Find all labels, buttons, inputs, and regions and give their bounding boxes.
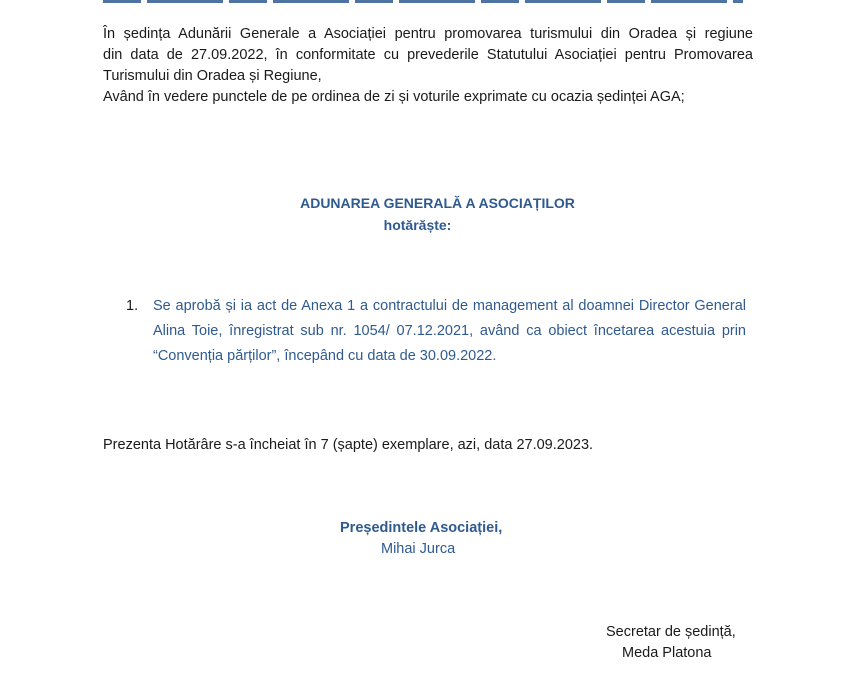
secretary-signature-block bbox=[606, 622, 736, 664]
secretary-name: Meda Platona bbox=[622, 645, 712, 661]
intro-line-3: Turismului din Oradea și Regiune, bbox=[103, 68, 322, 84]
heading-title: ADUNAREA GENERALĂ A ASOCIAȚILOR bbox=[300, 195, 575, 211]
intro-line-2: din data de 27.09.2022, în conformitate cu prevederile Statutului Asociației pentru Promovarea bbox=[103, 47, 753, 63]
president-signature-block bbox=[340, 518, 502, 560]
decision-item bbox=[126, 294, 746, 369]
intro-paragraph bbox=[103, 24, 753, 108]
heading-subtitle: hotărăște: bbox=[383, 217, 452, 233]
cropped-header-line bbox=[103, 0, 743, 3]
president-role: Președintele Asociației, bbox=[340, 520, 503, 536]
decision-heading bbox=[0, 192, 849, 236]
decision-text: Se aprobă și ia act de Anexa 1 a contractului de management al doamnei Director General Alina Toie, înregistrat sub nr. 1054/ 07.12.2021, având ca obiect încetarea acestuia prin “Convenția părților”, începând cu data de 30.09.2022. bbox=[153, 298, 746, 364]
secretary-role: Secretar de ședință, bbox=[606, 624, 736, 640]
president-name: Mihai Jurca bbox=[381, 541, 456, 557]
intro-line-1: În ședința Adunării Generale a Asociației pentru promovarea turismului din Oradea și regiune bbox=[103, 26, 753, 42]
intro-line-4: Având în vedere punctele de pe ordinea de zi și voturile exprimate cu ocazia ședinței AGA; bbox=[103, 89, 685, 105]
decision-number: 1. bbox=[126, 298, 139, 314]
closing-statement: Prezenta Hotărâre s-a încheiat în 7 (șapte) exemplare, azi, data 27.09.2023. bbox=[103, 437, 594, 453]
